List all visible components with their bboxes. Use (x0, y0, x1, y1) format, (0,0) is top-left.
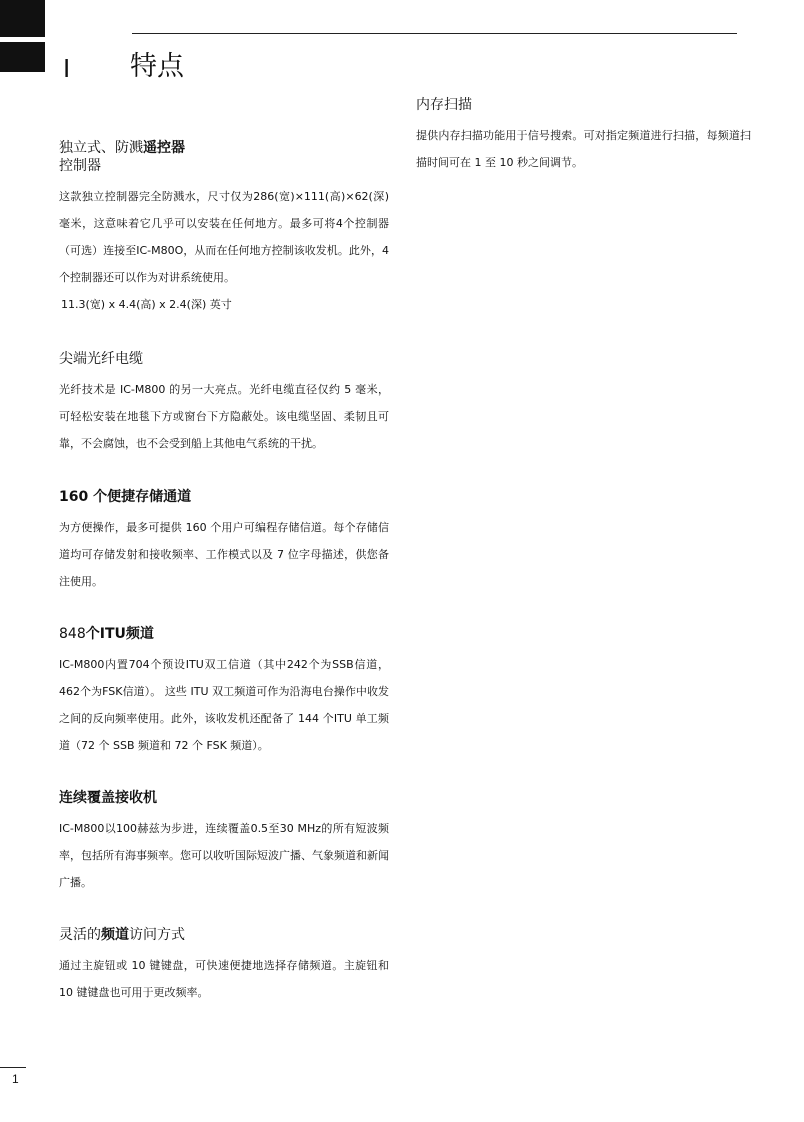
section-heading: 内存扫描 (416, 97, 472, 113)
heading-part: 848 (59, 626, 86, 642)
section-heading: 尖端光纤电缆 (59, 351, 143, 367)
section-number: I (63, 53, 71, 83)
heading-part-bold: 个ITU频道 (85, 626, 154, 642)
header-rule (132, 33, 737, 34)
heading-part: 独立式、防溅 (59, 140, 143, 156)
paragraph: 为方便操作，最多可提供 160 个用户可编程存储信道。每个存储信道均可存储发射和接收频率、工作模式以及 7 位字母描述，供您备注使用。 (59, 521, 389, 588)
paragraph: 提供内存扫描功能用于信号搜索。可对指定频道进行扫描，每频道扫描时间可在 1 至 10 秒之间调节。 (416, 129, 751, 169)
section-memory-channels (59, 488, 389, 595)
heading-part-bold: 频道 (101, 927, 129, 943)
section-heading (59, 789, 389, 807)
right-column (416, 96, 751, 176)
section-tab-marker-lower (0, 42, 45, 72)
heading-bold: 连续覆盖接收机 (59, 790, 157, 806)
section-title: 特点 (130, 51, 184, 82)
section-heading (59, 488, 389, 506)
paragraph: 光纤技术是 IC-M800 的另一大亮点。光纤电缆直径仅约 5 毫米，可轻松安装在地毯下方或窗台下方隐蔽处。该电缆坚固、柔韧且可靠，不会腐蚀，也不会受到船上其他电气系统的干扰。 (59, 383, 389, 450)
section-heading (59, 625, 389, 643)
paragraph: 通过主旋钮或 10 键键盘，可快速便捷地选择存储频道。主旋钮和 10 键键盘也可用于更改频率。 (59, 959, 389, 999)
section-subheading: 控制器 (59, 158, 101, 174)
paragraph: IC-M800以100赫兹为步进，连续覆盖0.5至30 MHz的所有短波频率，包括所有海事频率。您可以收听国际短波广播、气象频道和新闻广播。 (59, 822, 389, 889)
section-itu-channels (59, 625, 389, 759)
section-fiber-cable (59, 350, 389, 457)
section-remote-controller (59, 139, 389, 314)
section-heading (59, 926, 389, 944)
paragraph: IC-M800内置704个预设ITU双工信道（其中242个为SSB信道，462个为FSK信道）。 这些 ITU 双工频道可作为沿海电台操作中收发之间的反向频率使用。此外，该收发机还配备了 144 个ITU 单工频道（72 个 SSB 频道和 72 个 FSK 频道）。 (59, 658, 389, 752)
section-memory-scan (416, 96, 751, 176)
heading-part: 访问方式 (129, 927, 185, 943)
dimensions-inches: 11.3(宽) x 4.4(高) x 2.4(深) 英寸 (61, 298, 232, 311)
heading-part: 灵活的 (59, 927, 101, 943)
section-general-coverage-receiver (59, 789, 389, 896)
heading-part-bold: 遥控器 (143, 140, 185, 156)
section-tab-marker (0, 0, 45, 37)
section-channel-access (59, 926, 389, 1006)
heading-bold: 160 个便捷存储通道 (59, 489, 192, 505)
footer-rule (0, 1067, 26, 1068)
paragraph: 这款独立控制器完全防溅水，尺寸仅为286(宽)×111(高)×62(深)毫米，这意味着它几乎可以安装在任何地方。最多可将4个控制器（可选）连接至IC-M80O，从而在任何地方控制该收发机。此外，4个控制器还可以作为对讲系统使用。 (59, 190, 389, 284)
section-heading (59, 139, 389, 157)
left-column (59, 139, 389, 1006)
page-number: 1 (12, 1072, 19, 1086)
